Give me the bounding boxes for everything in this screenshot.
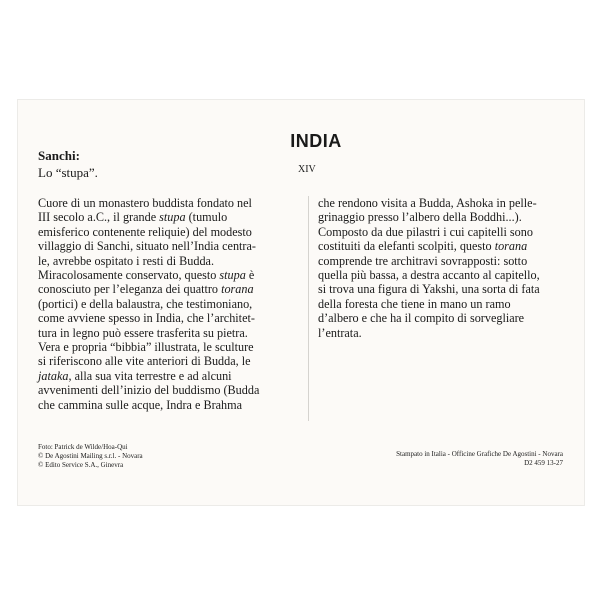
body-line: costituiti da elefanti scolpiti, questo torana [318, 239, 528, 254]
body-line: III secolo a.C., il grande stupa (tumulo [38, 210, 228, 225]
body-line: emisferico contenente reliquie) del modesto [38, 224, 252, 239]
body-line: grinaggio presso l’albero della Boddhi...). [318, 210, 522, 225]
credit-line: Foto: Patrick de Wilde/Hoa-Qui [38, 443, 128, 451]
credit-line: © Edito Service S.A., Ginevra [38, 461, 124, 469]
body-line: che cammina sulle acque, Indra e Brahma [38, 397, 243, 412]
body-line: che rendono visita a Budda, Ashoka in pelle- [318, 196, 537, 210]
body-line: (portici) e della balaustra, che testimoniano, [38, 296, 253, 311]
body-line: comprende tre architravi sovrapposti: sotto [318, 253, 528, 268]
body-line: come avviene spesso in India, che l’architet- [38, 311, 255, 326]
place-subtitle: Lo “stupa”. [38, 165, 98, 180]
card-numeral: XIV [298, 164, 316, 175]
printed-in: Stampato in Italia - Officine Grafiche De Agostini - Novara [396, 450, 563, 458]
body-line: jataka, alla sua vita terrestre e ad alcuni [38, 368, 232, 383]
product-code: D2 459 13-27 [524, 459, 563, 467]
body-line: Miracolosamente conservato, questo stupa è [38, 268, 255, 283]
body-line: Composto da due pilastri i cui capitelli sono [318, 224, 533, 239]
body-line: villaggio di Sanchi, situato nell’India centra- [38, 239, 256, 254]
body-line: avvenimenti dell’inizio del buddismo (Budda [38, 383, 260, 398]
body-line: Vera e propria “bibbia” illustrata, le sculture [38, 340, 254, 355]
credit-line: © De Agostini Mailing s.r.l. - Novara [38, 452, 143, 460]
body-line: le, avrebbe ospitato i resti di Budda. [38, 253, 214, 268]
body-line: quella più bassa, a destra accanto al capitello, [318, 268, 540, 283]
column-divider [308, 196, 309, 421]
body-line: Cuore di un monastero buddista fondato nel [38, 196, 252, 210]
card-title: INDIA [290, 131, 342, 151]
body-line: l’entrata. [318, 325, 362, 340]
body-text-left [38, 196, 296, 412]
photo-credits [38, 443, 143, 470]
body-line: si trova una figura di Yakshi, una sorta di fata [318, 282, 540, 297]
place-heading: Sanchi: [38, 148, 80, 163]
body-text-right [318, 196, 568, 340]
body-line: della foresta che tiene in mano un ramo [318, 296, 511, 311]
body-line: tura in legno può essere trasferita su pietra. [38, 325, 248, 340]
body-line: d’albero e che ha il compito di sorvegliare [318, 311, 525, 326]
printer-info [383, 450, 563, 468]
body-line: conosciuto per l’eleganza dei quattro torana [38, 282, 254, 297]
postcard-back [18, 100, 584, 505]
body-line: si riferiscono alle vite anteriori di Budda, le [38, 354, 251, 369]
